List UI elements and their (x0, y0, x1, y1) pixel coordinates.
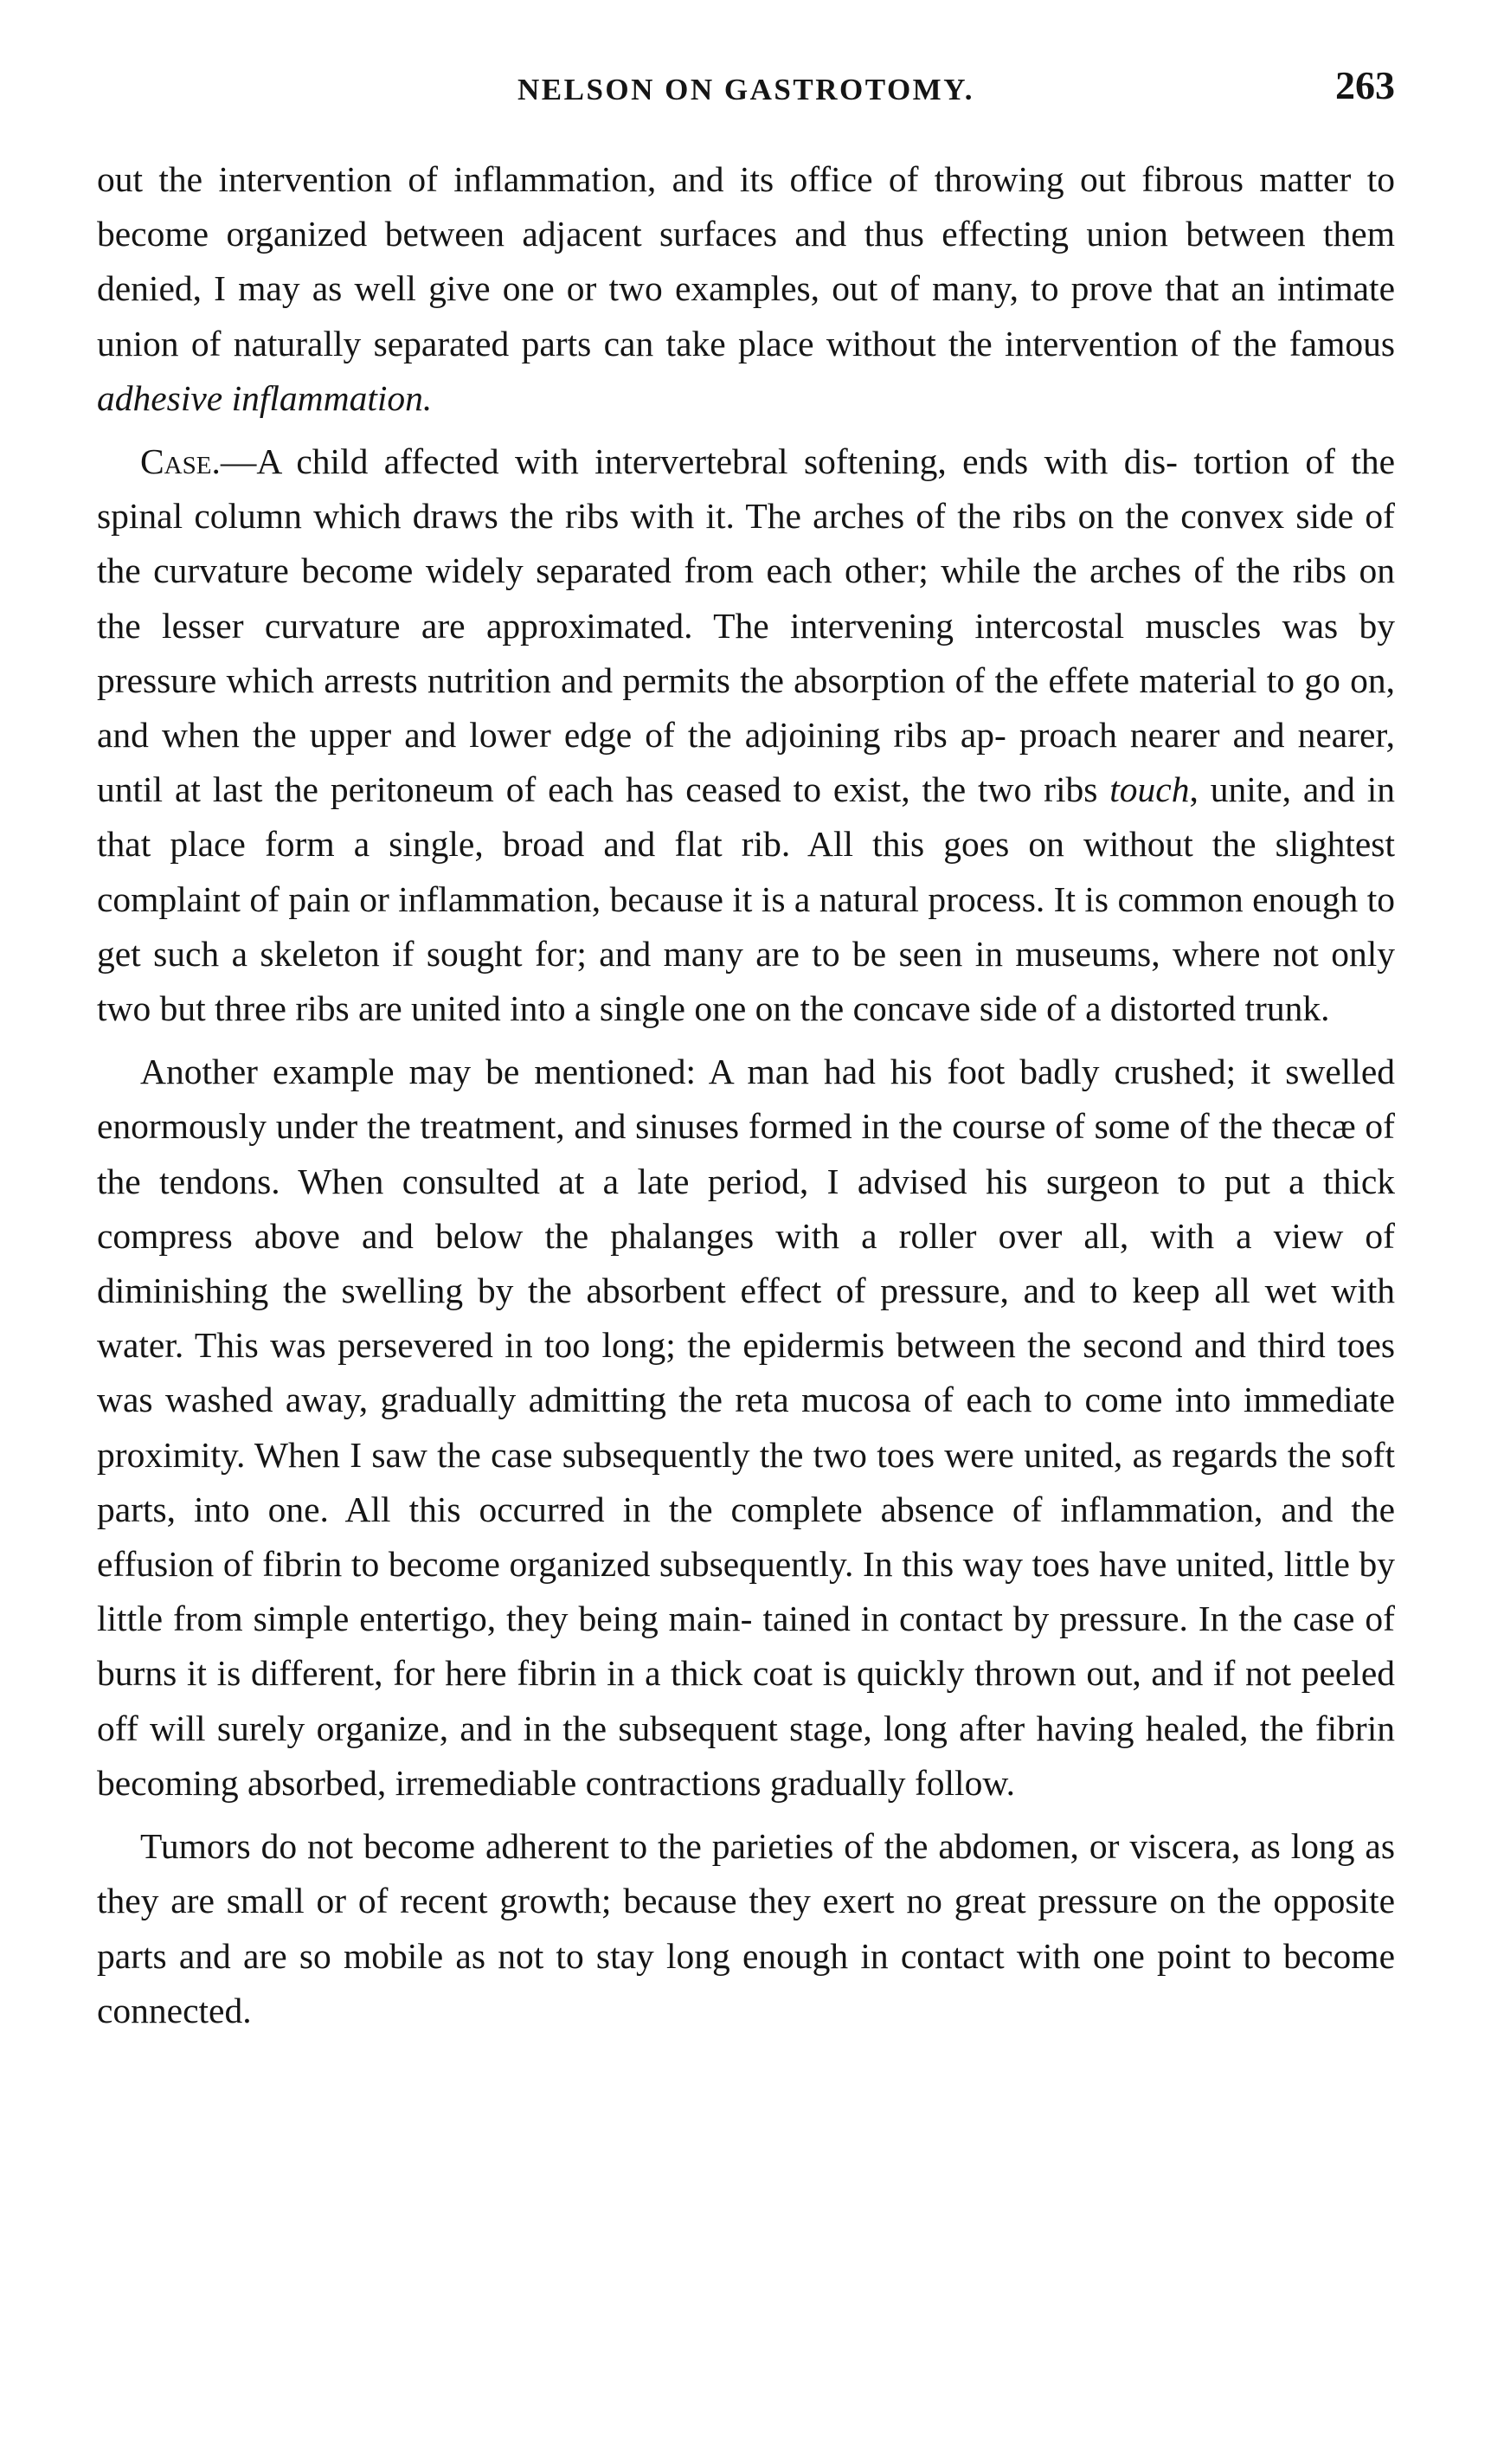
emphasized-word: touch (1109, 769, 1190, 810)
text-line: tained in contact by pressure. In the case of burns it is different, for (97, 1599, 1395, 1694)
text-line: one. All this occurred in the complete absence of inflammation, and (267, 1489, 1334, 1529)
text-line: of the ribs on the convex side of the curvature become widely separated (97, 496, 1395, 591)
paragraph-tumors (97, 1819, 1395, 2038)
text-line: toes have united, little by little from simple entertigo, they being main- (97, 1544, 1395, 1639)
text-line: to go on, and when the upper and lower edge of the adjoining ribs ap- (97, 659, 1396, 756)
text-line: in the course of some of the thecæ of the tendons. When consulted at a (97, 1106, 1396, 1201)
text-line: inflammation, because it is a natural process. It is common enough to (398, 878, 1395, 919)
text-line: crushed; it swelled enormously under the treatment, and sinuses formed (97, 1052, 1396, 1147)
text-line: and flat rib. All this goes on without the slightest complaint of pain or (97, 824, 1395, 919)
text-line: out the intervention of inflammation, and its office of throwing out fibrous (97, 159, 1244, 199)
text-line: late period, I advised his surgeon to put a thick compress above and (97, 1161, 1396, 1256)
text-line: Another example may be mentioned: A man had his foot badly (140, 1052, 1100, 1092)
text-line: no great pressure on the opposite parts and are so mobile as not to stay (97, 1881, 1395, 1976)
paragraph-continuation (97, 152, 1395, 426)
text-line: —A child affected with intervertebral softening, ends with dis- (220, 441, 1178, 482)
text-line: matter to become organized between adjacent surfaces and thus effecting (97, 159, 1396, 254)
text-line: take place without the intervention of the famous (665, 323, 1396, 363)
case-label: Case. (140, 441, 221, 482)
text-line: water. This was persevered in too long; the epidermis between the (97, 1325, 1071, 1366)
text-line: the effusion of fibrin to become organized subsequently. In this way (97, 1489, 1396, 1585)
text-line: tortion of the spinal column which draws the ribs with it. The arches (97, 441, 1395, 537)
paragraph-case (97, 434, 1395, 1036)
running-head (97, 62, 1395, 135)
text-line: healed, the fibrin becoming absorbed, irremediable contractions gradually (97, 1708, 1396, 1803)
text-line: from each other; while the arches of the ribs on the lesser curvature are (97, 550, 1395, 646)
text-line: viscera, as long as they are small or of recent growth; because they exert (97, 1826, 1395, 1921)
text-line: follow. (914, 1762, 1015, 1803)
text-line: to exist, the two ribs (793, 769, 1110, 810)
text-line: below the phalanges with a roller over all, with a view of diminishing (97, 1215, 1395, 1311)
text-line: here fibrin in a thick coat is quickly thrown out, and if not peeled off (97, 1653, 1395, 1748)
emphasized-phrase: adhesive inflammation. (97, 377, 433, 418)
text-line: of many, to prove that an intimate union of naturally separated parts can (97, 268, 1395, 363)
text-line: , unite, and in that place form a single, broad (97, 769, 1395, 865)
text-line: concave side of a distorted trunk. (852, 988, 1330, 1029)
page-number: 263 (1335, 63, 1395, 107)
book-page (97, 62, 1395, 2047)
text-line: second and third toes was washed away, gradually admitting the reta (97, 1325, 1396, 1420)
text-line: Tumors do not become adherent to the parieties of the abdomen, or (140, 1826, 1120, 1867)
text-line: mucosa of each to come into immediate proximity. When I saw the (97, 1380, 1395, 1475)
running-title: NELSON ON GASTROTOMY. (517, 73, 975, 106)
text-line: which arrests nutrition and permits the absorption of the effete material (226, 659, 1257, 700)
text-line: case subsequently the two toes were united, as regards the soft parts, into (97, 1434, 1395, 1529)
text-line: where not only two but three ribs are united into a single one on the (97, 933, 1396, 1029)
paragraph-example (97, 1045, 1395, 1811)
text-line: get such a skeleton if sought for; and many are to be seen in museums, (97, 933, 1160, 974)
text-line: will surely organize, and in the subsequent stage, long after having (149, 1708, 1134, 1748)
text-line: union between them denied, I may as well give one or two examples, out (97, 214, 1395, 309)
text-line: proach nearer and nearer, until at last the peritoneum of each has ceased (97, 715, 1395, 810)
text-line: long enough in contact with one point to become connected. (97, 1935, 1396, 2030)
body-text (97, 152, 1395, 2038)
text-line: the swelling by the absorbent effect of pressure, and to keep all wet with (283, 1271, 1395, 1311)
text-line: approximated. The intervening intercostal muscles was by pressure (97, 605, 1396, 700)
